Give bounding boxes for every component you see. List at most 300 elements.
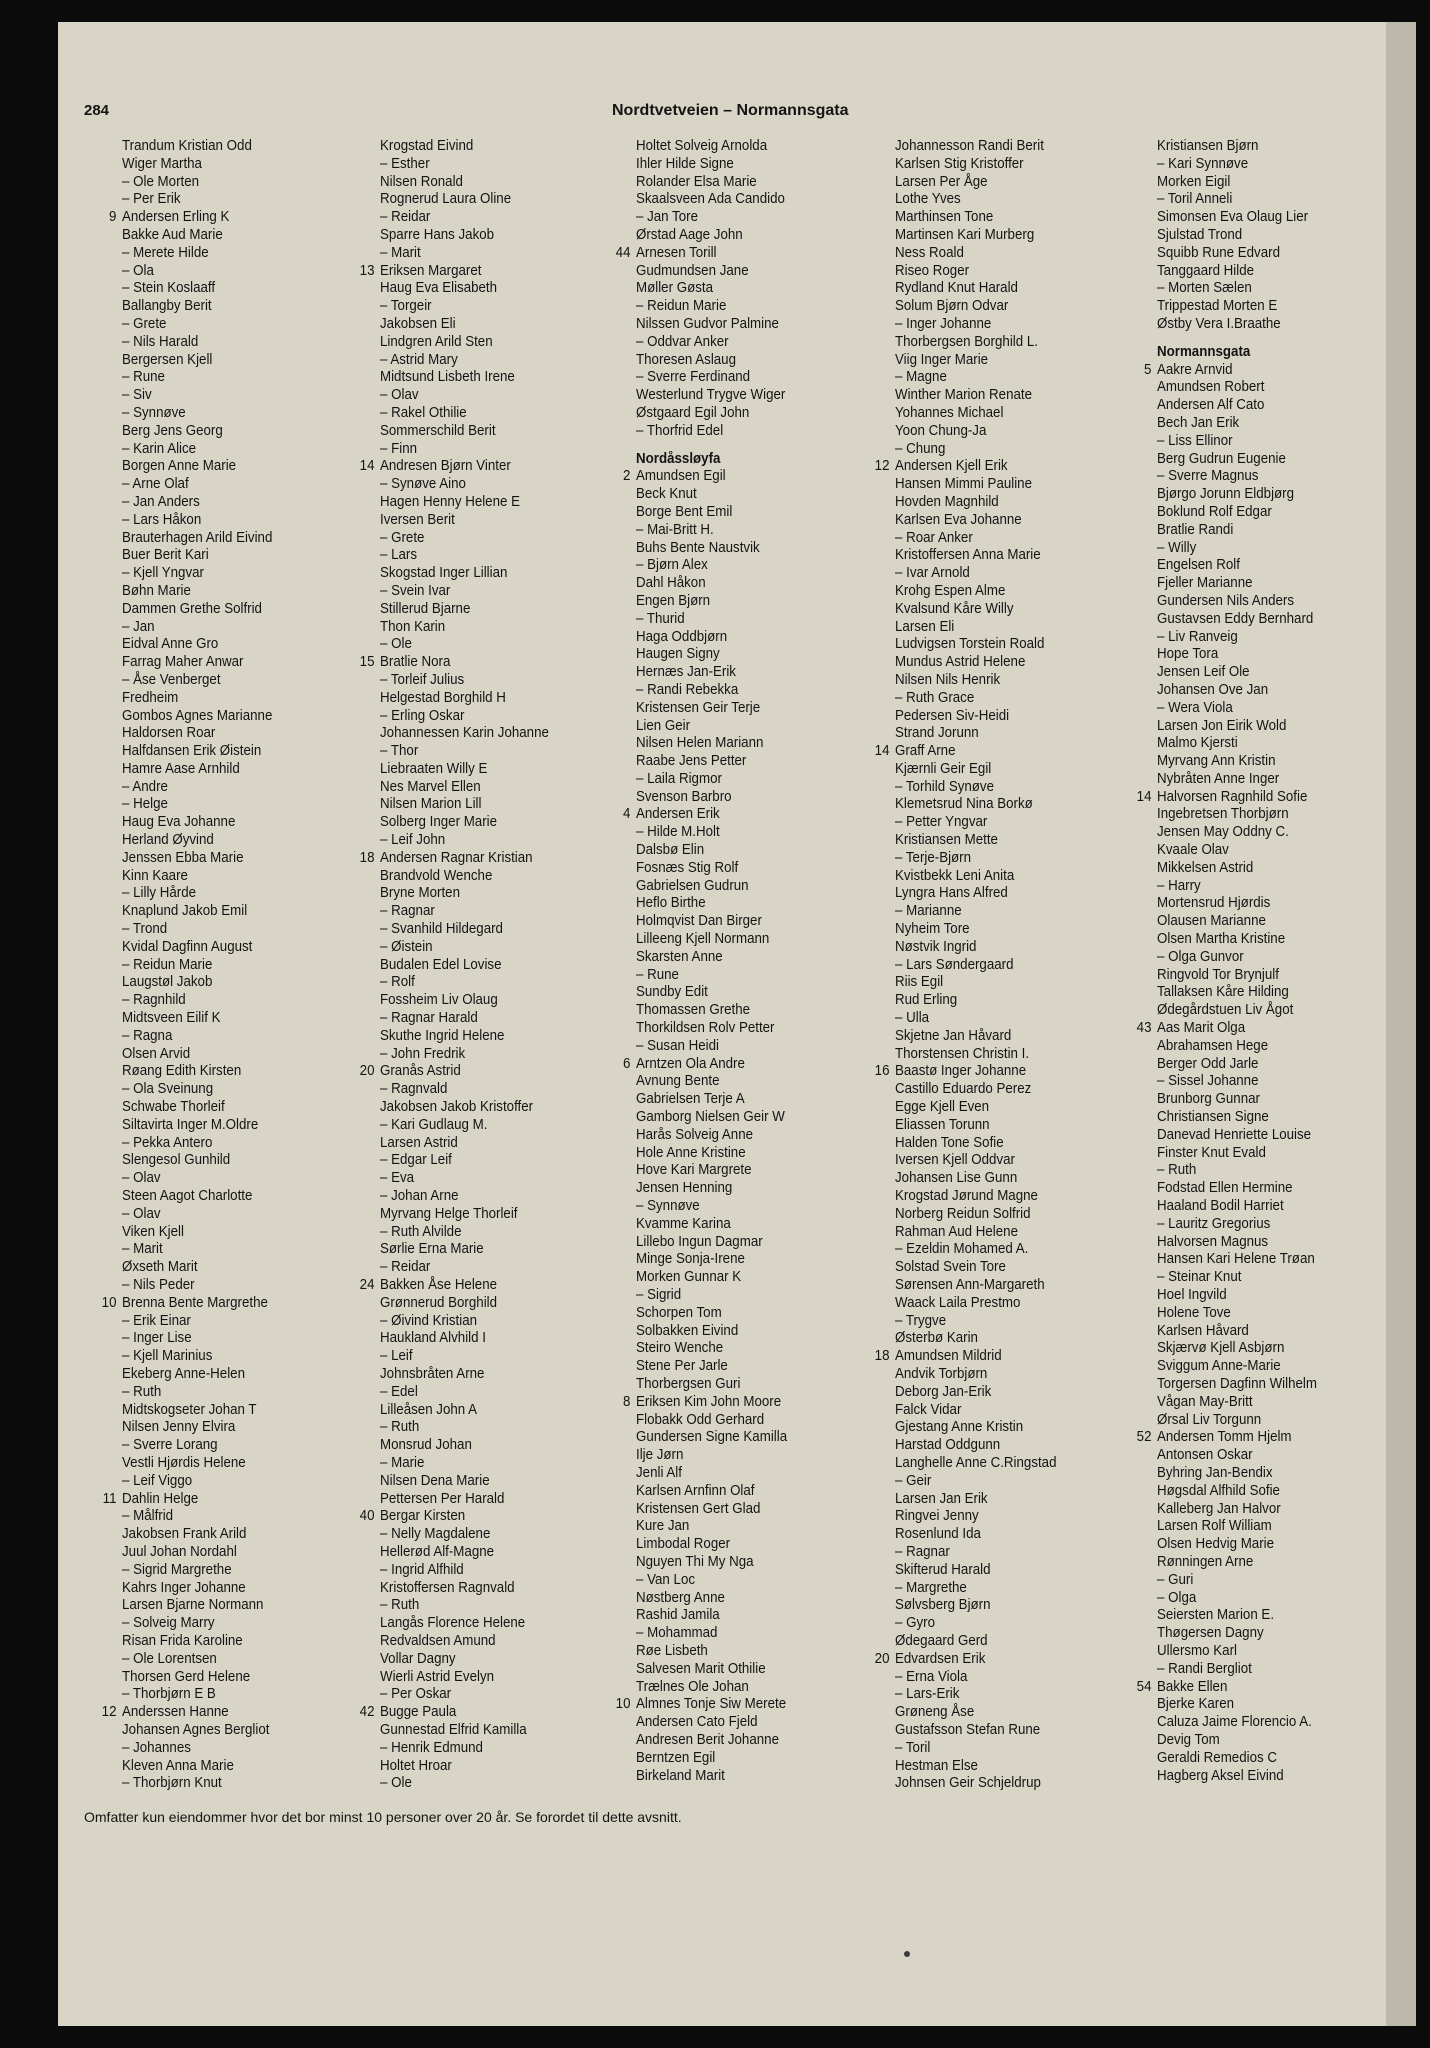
resident-name: Bratlie Nora — [380, 654, 451, 671]
resident-name: – Lilly Hårde — [122, 885, 197, 902]
resident-entry — [380, 1188, 628, 1206]
resident-entry — [636, 1216, 884, 1234]
resident-entry — [895, 708, 1143, 726]
resident-entry — [1157, 1768, 1405, 1786]
resident-name: – Kjell Marinius — [122, 1348, 213, 1365]
resident-entry — [122, 191, 370, 209]
resident-entry — [122, 1170, 370, 1188]
resident-name: – Ragnar — [895, 1543, 950, 1560]
resident-entry — [122, 1437, 370, 1455]
resident-entry — [380, 565, 628, 583]
resident-name: Borge Bent Emil — [636, 503, 733, 520]
resident-entry — [122, 636, 370, 654]
resident-name: Ødegårdstuen Liv Ågot — [1157, 1002, 1294, 1019]
resident-entry — [615, 1696, 884, 1714]
resident-entry — [380, 619, 628, 637]
resident-name: – Øivind Kristian — [380, 1312, 478, 1329]
resident-name: Nguyen Thi My Nga — [636, 1553, 754, 1570]
resident-name: Rydland Knut Harald — [895, 280, 1018, 297]
street-name: Nordåssløyfa — [636, 450, 721, 467]
resident-name: Skifterud Harald — [895, 1561, 991, 1578]
resident-entry — [623, 1393, 884, 1412]
resident-entry — [380, 1491, 628, 1509]
resident-entry — [636, 1643, 884, 1661]
resident-entry — [1157, 138, 1405, 156]
resident-entry — [380, 583, 628, 601]
resident-entry — [1157, 1714, 1405, 1732]
resident-name: – Erling Oskar — [380, 707, 465, 724]
resident-entry — [380, 1259, 628, 1277]
resident-name: – Torhild Synøve — [895, 778, 995, 795]
resident-name: Vågan May-Britt — [1157, 1393, 1253, 1410]
resident-name: Jakobsen Jakob Kristoffer — [380, 1099, 534, 1116]
resident-entry — [895, 583, 1143, 601]
resident-name: Salvesen Marit Othilie — [636, 1660, 766, 1677]
resident-entry — [1157, 1643, 1405, 1661]
resident-entry — [380, 832, 628, 850]
resident-entry — [122, 761, 370, 779]
resident-name: Finster Knut Evald — [1157, 1144, 1266, 1161]
resident-name: Johannesson Randi Berit — [895, 138, 1044, 154]
house-number: 42 — [359, 1704, 375, 1721]
resident-entry — [636, 860, 884, 878]
resident-entry — [380, 1117, 628, 1135]
resident-entry — [1157, 806, 1405, 824]
resident-entry — [636, 1287, 884, 1305]
resident-entry — [122, 583, 370, 601]
resident-name: Yohannes Michael — [895, 404, 1004, 421]
resident-entry — [122, 1259, 370, 1277]
resident-name: Mikkelsen Astrid — [1157, 859, 1254, 876]
resident-entry — [1157, 316, 1405, 334]
resident-name: Haukland Alvhild I — [380, 1330, 486, 1347]
resident-entry — [636, 263, 884, 281]
resident-entry — [122, 1651, 370, 1669]
resident-entry — [1157, 263, 1405, 281]
resident-name: – Oddvar Anker — [636, 333, 729, 350]
resident-entry — [122, 1669, 370, 1687]
resident-entry — [636, 575, 884, 593]
resident-entry — [636, 1590, 884, 1608]
resident-name: – Sigrid — [636, 1287, 682, 1303]
resident-name: Helgestad Borghild H — [380, 689, 506, 706]
resident-name: – Rolf — [380, 974, 415, 991]
resident-entry — [380, 476, 628, 494]
resident-name: Ludvigsen Torstein Roald — [895, 636, 1045, 653]
resident-name: Schwabe Thorleif — [122, 1099, 225, 1116]
resident-entry — [895, 298, 1143, 316]
resident-name: – Sverre Lorang — [122, 1437, 218, 1454]
resident-name: – Ole — [380, 1775, 412, 1792]
resident-name: Hansen Kari Helene Trøan — [1157, 1251, 1315, 1268]
resident-name: – Mai-Britt H. — [636, 521, 714, 538]
resident-name: – Marit — [380, 244, 421, 261]
resident-entry — [122, 1028, 370, 1046]
resident-entry — [895, 387, 1143, 405]
resident-name: Bøhn Marie — [122, 582, 191, 599]
resident-name: Steen Aagot Charlotte — [122, 1188, 253, 1205]
resident-name: – Ole Lorentsen — [122, 1650, 217, 1667]
resident-entry — [122, 138, 370, 156]
resident-name: Berg Jens Georg — [122, 422, 223, 439]
resident-entry — [122, 921, 370, 939]
resident-name: Simonsen Eva Olaug Lier — [1157, 209, 1309, 226]
resident-entry — [380, 885, 628, 903]
resident-name: Baastø Inger Johanne — [895, 1063, 1027, 1080]
resident-name: – Grete — [122, 315, 167, 332]
resident-name: – Sigrid Margrethe — [122, 1561, 232, 1578]
resident-entry — [636, 1020, 884, 1038]
resident-entry — [895, 1455, 1143, 1473]
resident-entry — [122, 476, 370, 494]
resident-entry — [895, 547, 1143, 565]
resident-entry — [636, 789, 884, 807]
resident-name: Tallaksen Kåre Hilding — [1157, 984, 1289, 1001]
resident-name: Seiersten Marion E. — [1157, 1607, 1275, 1624]
resident-entry — [359, 1508, 628, 1526]
resident-entry — [636, 1073, 884, 1091]
resident-entry — [380, 191, 628, 209]
resident-name: Berger Odd Jarle — [1157, 1055, 1259, 1072]
resident-name: – Erik Einar — [122, 1312, 191, 1329]
resident-name: – Marie — [380, 1454, 425, 1471]
resident-name: Lilleeng Kjell Normann — [636, 931, 770, 948]
resident-name: – Andre — [122, 778, 168, 795]
resident-entry — [895, 636, 1143, 654]
resident-entry — [636, 1091, 884, 1109]
resident-name: Karlsen Eva Johanne — [895, 511, 1022, 528]
resident-name: Hansen Mimmi Pauline — [895, 476, 1033, 493]
resident-name: Limbodal Roger — [636, 1536, 731, 1553]
house-number: 15 — [359, 654, 375, 671]
resident-name: Norberg Reidun Solfrid — [895, 1205, 1031, 1222]
resident-name: Hestman Else — [895, 1757, 978, 1774]
resident-entry — [636, 1269, 884, 1287]
resident-name: – Karin Alice — [122, 440, 197, 457]
resident-name: Juul Johan Nordahl — [122, 1543, 237, 1560]
resident-entry — [636, 1340, 884, 1358]
resident-entry — [380, 1775, 628, 1793]
resident-entry — [122, 565, 370, 583]
resident-name: Lillebo Ingun Dagmar — [636, 1233, 763, 1250]
resident-entry — [636, 486, 884, 504]
resident-entry — [636, 664, 884, 682]
resident-entry — [380, 1669, 628, 1687]
resident-name: Dalsbø Elin — [636, 842, 705, 859]
resident-name: Nilsen Ronald — [380, 173, 463, 190]
resident-name: Hovden Magnhild — [895, 493, 999, 510]
resident-entry — [1157, 1216, 1405, 1234]
resident-entry — [122, 1402, 370, 1420]
house-number: 40 — [359, 1508, 375, 1525]
resident-entry — [636, 1572, 884, 1590]
resident-name: Trandum Kristian Odd — [122, 138, 252, 154]
resident-name: Larsen Astrid — [380, 1134, 458, 1151]
resident-entry — [122, 369, 370, 387]
house-number: 14 — [874, 743, 890, 760]
resident-entry — [122, 1277, 370, 1295]
resident-name: Thomassen Grethe — [636, 1002, 751, 1019]
resident-entry — [380, 779, 628, 797]
resident-name: – Roar Anker — [895, 529, 973, 546]
resident-name: Kristiansen Bjørn — [1157, 138, 1259, 154]
resident-name: Squibb Rune Edvard — [1157, 244, 1280, 261]
resident-entry — [380, 708, 628, 726]
resident-entry — [895, 263, 1143, 281]
resident-name: Halvorsen Magnus — [1157, 1233, 1269, 1250]
resident-name: Dahl Håkon — [636, 575, 706, 592]
resident-entry — [1157, 931, 1405, 949]
resident-name: Nøstvik Ingrid — [895, 938, 977, 955]
resident-name: – Reidar — [380, 209, 431, 226]
resident-entry — [380, 1313, 628, 1331]
resident-entry — [380, 1526, 628, 1544]
resident-name: – Sverre Magnus — [1157, 468, 1259, 485]
resident-entry — [122, 1063, 370, 1081]
resident-entry — [1157, 1732, 1405, 1750]
resident-name: – Lars Søndergaard — [895, 956, 1014, 973]
resident-entry — [636, 1554, 884, 1572]
resident-name: Gombos Agnes Marianne — [122, 707, 273, 724]
resident-entry — [122, 1366, 370, 1384]
house-number: 16 — [874, 1063, 890, 1080]
resident-entry — [874, 458, 1143, 476]
resident-entry — [122, 1152, 370, 1170]
resident-name: Rashid Jamila — [636, 1607, 720, 1624]
resident-name: Johnsbråten Arne — [380, 1365, 485, 1382]
resident-entry — [636, 540, 884, 558]
resident-name: – Kari Gudlaug M. — [380, 1116, 488, 1133]
resident-name: – Helge — [122, 796, 168, 813]
resident-name: – Harry — [1157, 877, 1201, 894]
resident-entry — [895, 530, 1143, 548]
resident-name: – Inger Lise — [122, 1330, 192, 1347]
resident-name: Larsen Eli — [895, 618, 955, 635]
resident-entry — [1157, 280, 1405, 298]
resident-entry — [380, 974, 628, 992]
resident-entry — [380, 547, 628, 565]
resident-name: Sviggum Anne-Marie — [1157, 1358, 1281, 1375]
resident-entry — [122, 957, 370, 975]
resident-entry — [895, 227, 1143, 245]
house-number: 44 — [615, 244, 631, 261]
resident-entry — [122, 298, 370, 316]
resident-name: Gustafsson Stefan Rune — [895, 1721, 1041, 1738]
resident-entry — [895, 1580, 1143, 1598]
resident-name: Andersen Ragnar Kristian — [380, 849, 533, 866]
resident-entry — [895, 1313, 1143, 1331]
resident-entry — [122, 1686, 370, 1704]
resident-name: – Geir — [895, 1472, 932, 1489]
resident-name: Halvorsen Ragnhild Sofie — [1157, 788, 1308, 805]
resident-name: Ingebretsen Thorbjørn — [1157, 806, 1289, 823]
resident-entry — [359, 262, 628, 281]
resident-entry — [122, 441, 370, 459]
resident-entry — [1157, 1234, 1405, 1252]
resident-name: Lothe Yves — [895, 191, 961, 208]
resident-entry — [122, 1099, 370, 1117]
resident-entry — [895, 1206, 1143, 1224]
resident-entry — [122, 672, 370, 690]
resident-name: – Svanhild Hildegard — [380, 921, 503, 938]
column-1 — [101, 138, 392, 1793]
resident-entry — [122, 1117, 370, 1135]
resident-name: Antonsen Oskar — [1157, 1447, 1253, 1464]
resident-entry — [895, 1170, 1143, 1188]
resident-name: – Olav — [380, 387, 419, 404]
resident-entry — [122, 779, 370, 797]
resident-entry — [380, 1402, 628, 1420]
resident-entry — [102, 1490, 370, 1509]
resident-entry — [380, 280, 628, 298]
resident-name: Jensen May Oddny C. — [1157, 824, 1289, 841]
resident-entry — [636, 1323, 884, 1341]
resident-name: Mundus Astrid Helene — [895, 654, 1026, 671]
resident-name: Hagen Henny Helene E — [380, 493, 521, 510]
resident-name: Wierli Astrid Evelyn — [380, 1668, 495, 1685]
resident-entry — [895, 1526, 1143, 1544]
resident-name: Deborg Jan-Erik — [895, 1383, 992, 1400]
resident-entry — [380, 369, 628, 387]
resident-entry — [895, 1669, 1143, 1687]
resident-name: Gabrielsen Gudrun — [636, 877, 749, 894]
resident-entry — [895, 512, 1143, 530]
resident-name: Bech Jan Erik — [1157, 414, 1240, 431]
resident-entry — [895, 1491, 1143, 1509]
resident-name: – Ruth Alvilde — [380, 1223, 462, 1240]
resident-entry — [895, 1544, 1143, 1562]
resident-name: Solstad Svein Tore — [895, 1259, 1006, 1276]
resident-entry — [122, 690, 370, 708]
resident-entry — [1157, 1305, 1405, 1323]
resident-name: – Reidun Marie — [636, 298, 727, 315]
resident-name: – Ragnar Harald — [380, 1010, 478, 1027]
resident-name: – Gyro — [895, 1615, 935, 1632]
resident-entry — [380, 1135, 628, 1153]
resident-entry — [380, 1010, 628, 1028]
resident-name: Laugstøl Jakob — [122, 974, 213, 991]
resident-name: – Synnøve — [636, 1198, 700, 1215]
resident-entry — [636, 1750, 884, 1768]
resident-name: Bjørgo Jorunn Eldbjørg — [1157, 486, 1295, 503]
resident-entry — [1157, 1465, 1405, 1483]
resident-entry — [636, 878, 884, 896]
resident-name: Gamborg Nielsen Geir W — [636, 1109, 785, 1126]
resident-name: Holtet Hroar — [380, 1757, 452, 1774]
resident-entry — [1136, 788, 1405, 807]
resident-entry — [122, 1615, 370, 1633]
resident-entry — [1157, 1394, 1405, 1412]
house-number: 5 — [1144, 361, 1152, 378]
resident-entry — [380, 530, 628, 548]
house-number: 43 — [1136, 1020, 1152, 1037]
resident-entry — [895, 1704, 1143, 1722]
resident-name: Ringvei Jenny — [895, 1508, 979, 1525]
resident-entry — [895, 156, 1143, 174]
resident-name: – Laila Rigmor — [636, 770, 722, 787]
resident-name: Haug Eva Elisabeth — [380, 280, 498, 297]
resident-entry — [1157, 735, 1405, 753]
resident-name: Edvardsen Erik — [895, 1650, 986, 1667]
resident-name: – Stein Koslaaff — [122, 280, 216, 297]
resident-entry — [895, 441, 1143, 459]
resident-name: Karlsen Arnfinn Olaf — [636, 1482, 755, 1499]
resident-name: – Lars Håkon — [122, 511, 202, 528]
resident-entry — [380, 387, 628, 405]
resident-name: Kahrs Inger Johanne — [122, 1579, 246, 1596]
resident-entry — [895, 476, 1143, 494]
resident-entry — [380, 1028, 628, 1046]
resident-entry — [122, 227, 370, 245]
resident-name: – Rune — [122, 369, 165, 386]
resident-entry — [1136, 1020, 1405, 1038]
resident-name: – Marianne — [895, 903, 962, 920]
resident-name: – Nils Peder — [122, 1277, 195, 1293]
resident-entry — [636, 1358, 884, 1376]
resident-entry — [1157, 209, 1405, 227]
resident-entry — [380, 957, 628, 975]
resident-entry — [615, 244, 884, 263]
resident-name: Heflo Birthe — [636, 895, 706, 912]
resident-entry — [380, 512, 628, 530]
resident-entry — [1157, 557, 1405, 575]
resident-name: Hope Tora — [1157, 646, 1219, 663]
resident-entry — [1157, 540, 1405, 558]
resident-name: Kristoffersen Anna Marie — [895, 547, 1041, 564]
resident-name: Johannessen Karin Johanne — [380, 725, 549, 742]
resident-name: – Ruth Grace — [895, 689, 975, 706]
house-number: 12 — [101, 1704, 117, 1721]
resident-entry — [636, 191, 884, 209]
resident-entry — [122, 619, 370, 637]
resident-entry — [122, 1597, 370, 1615]
resident-name: Pettersen Per Harald — [380, 1490, 505, 1507]
resident-entry — [1157, 593, 1405, 611]
resident-name: – Ruth — [1157, 1162, 1197, 1179]
resident-entry — [122, 992, 370, 1010]
resident-entry — [895, 1241, 1143, 1259]
resident-entry — [895, 1135, 1143, 1153]
resident-name: – Olga Gunvor — [1157, 948, 1244, 965]
resident-name: Jensen Henning — [636, 1180, 733, 1197]
resident-name: – Ulla — [895, 1010, 930, 1027]
resident-entry — [1157, 1536, 1405, 1554]
resident-entry — [895, 957, 1143, 975]
resident-name: Berntzen Egil — [636, 1749, 716, 1766]
resident-name: Geraldi Remedios C — [1157, 1749, 1277, 1766]
resident-entry — [122, 796, 370, 814]
resident-name: Winther Marion Renate — [895, 387, 1033, 404]
resident-entry — [380, 244, 631, 263]
resident-name: Haaland Bodil Harriet — [1157, 1198, 1284, 1215]
resident-name: Herland Øyvind — [122, 832, 214, 849]
resident-name: Skogstad Inger Lillian — [380, 565, 508, 582]
resident-entry — [380, 1224, 628, 1242]
resident-name: Olsen Arvid — [122, 1045, 191, 1062]
resident-name: Holtet Solveig Arnolda — [636, 138, 768, 154]
resident-entry — [359, 1704, 628, 1722]
resident-name: Vestli Hjørdis Helene — [122, 1454, 246, 1471]
resident-name: Ørsal Liv Torgunn — [1157, 1411, 1262, 1428]
resident-entry — [122, 1633, 370, 1651]
resident-name: – Torgeir — [380, 298, 432, 315]
resident-name: Eriksen Margaret — [380, 262, 482, 279]
resident-name: Bakken Åse Helene — [380, 1277, 498, 1293]
resident-name: Boklund Rolf Edgar — [1157, 503, 1272, 520]
resident-name: Olsen Hedvig Marie — [1157, 1536, 1275, 1553]
resident-entry — [380, 138, 628, 156]
resident-name: Sundby Edit — [636, 984, 708, 1001]
